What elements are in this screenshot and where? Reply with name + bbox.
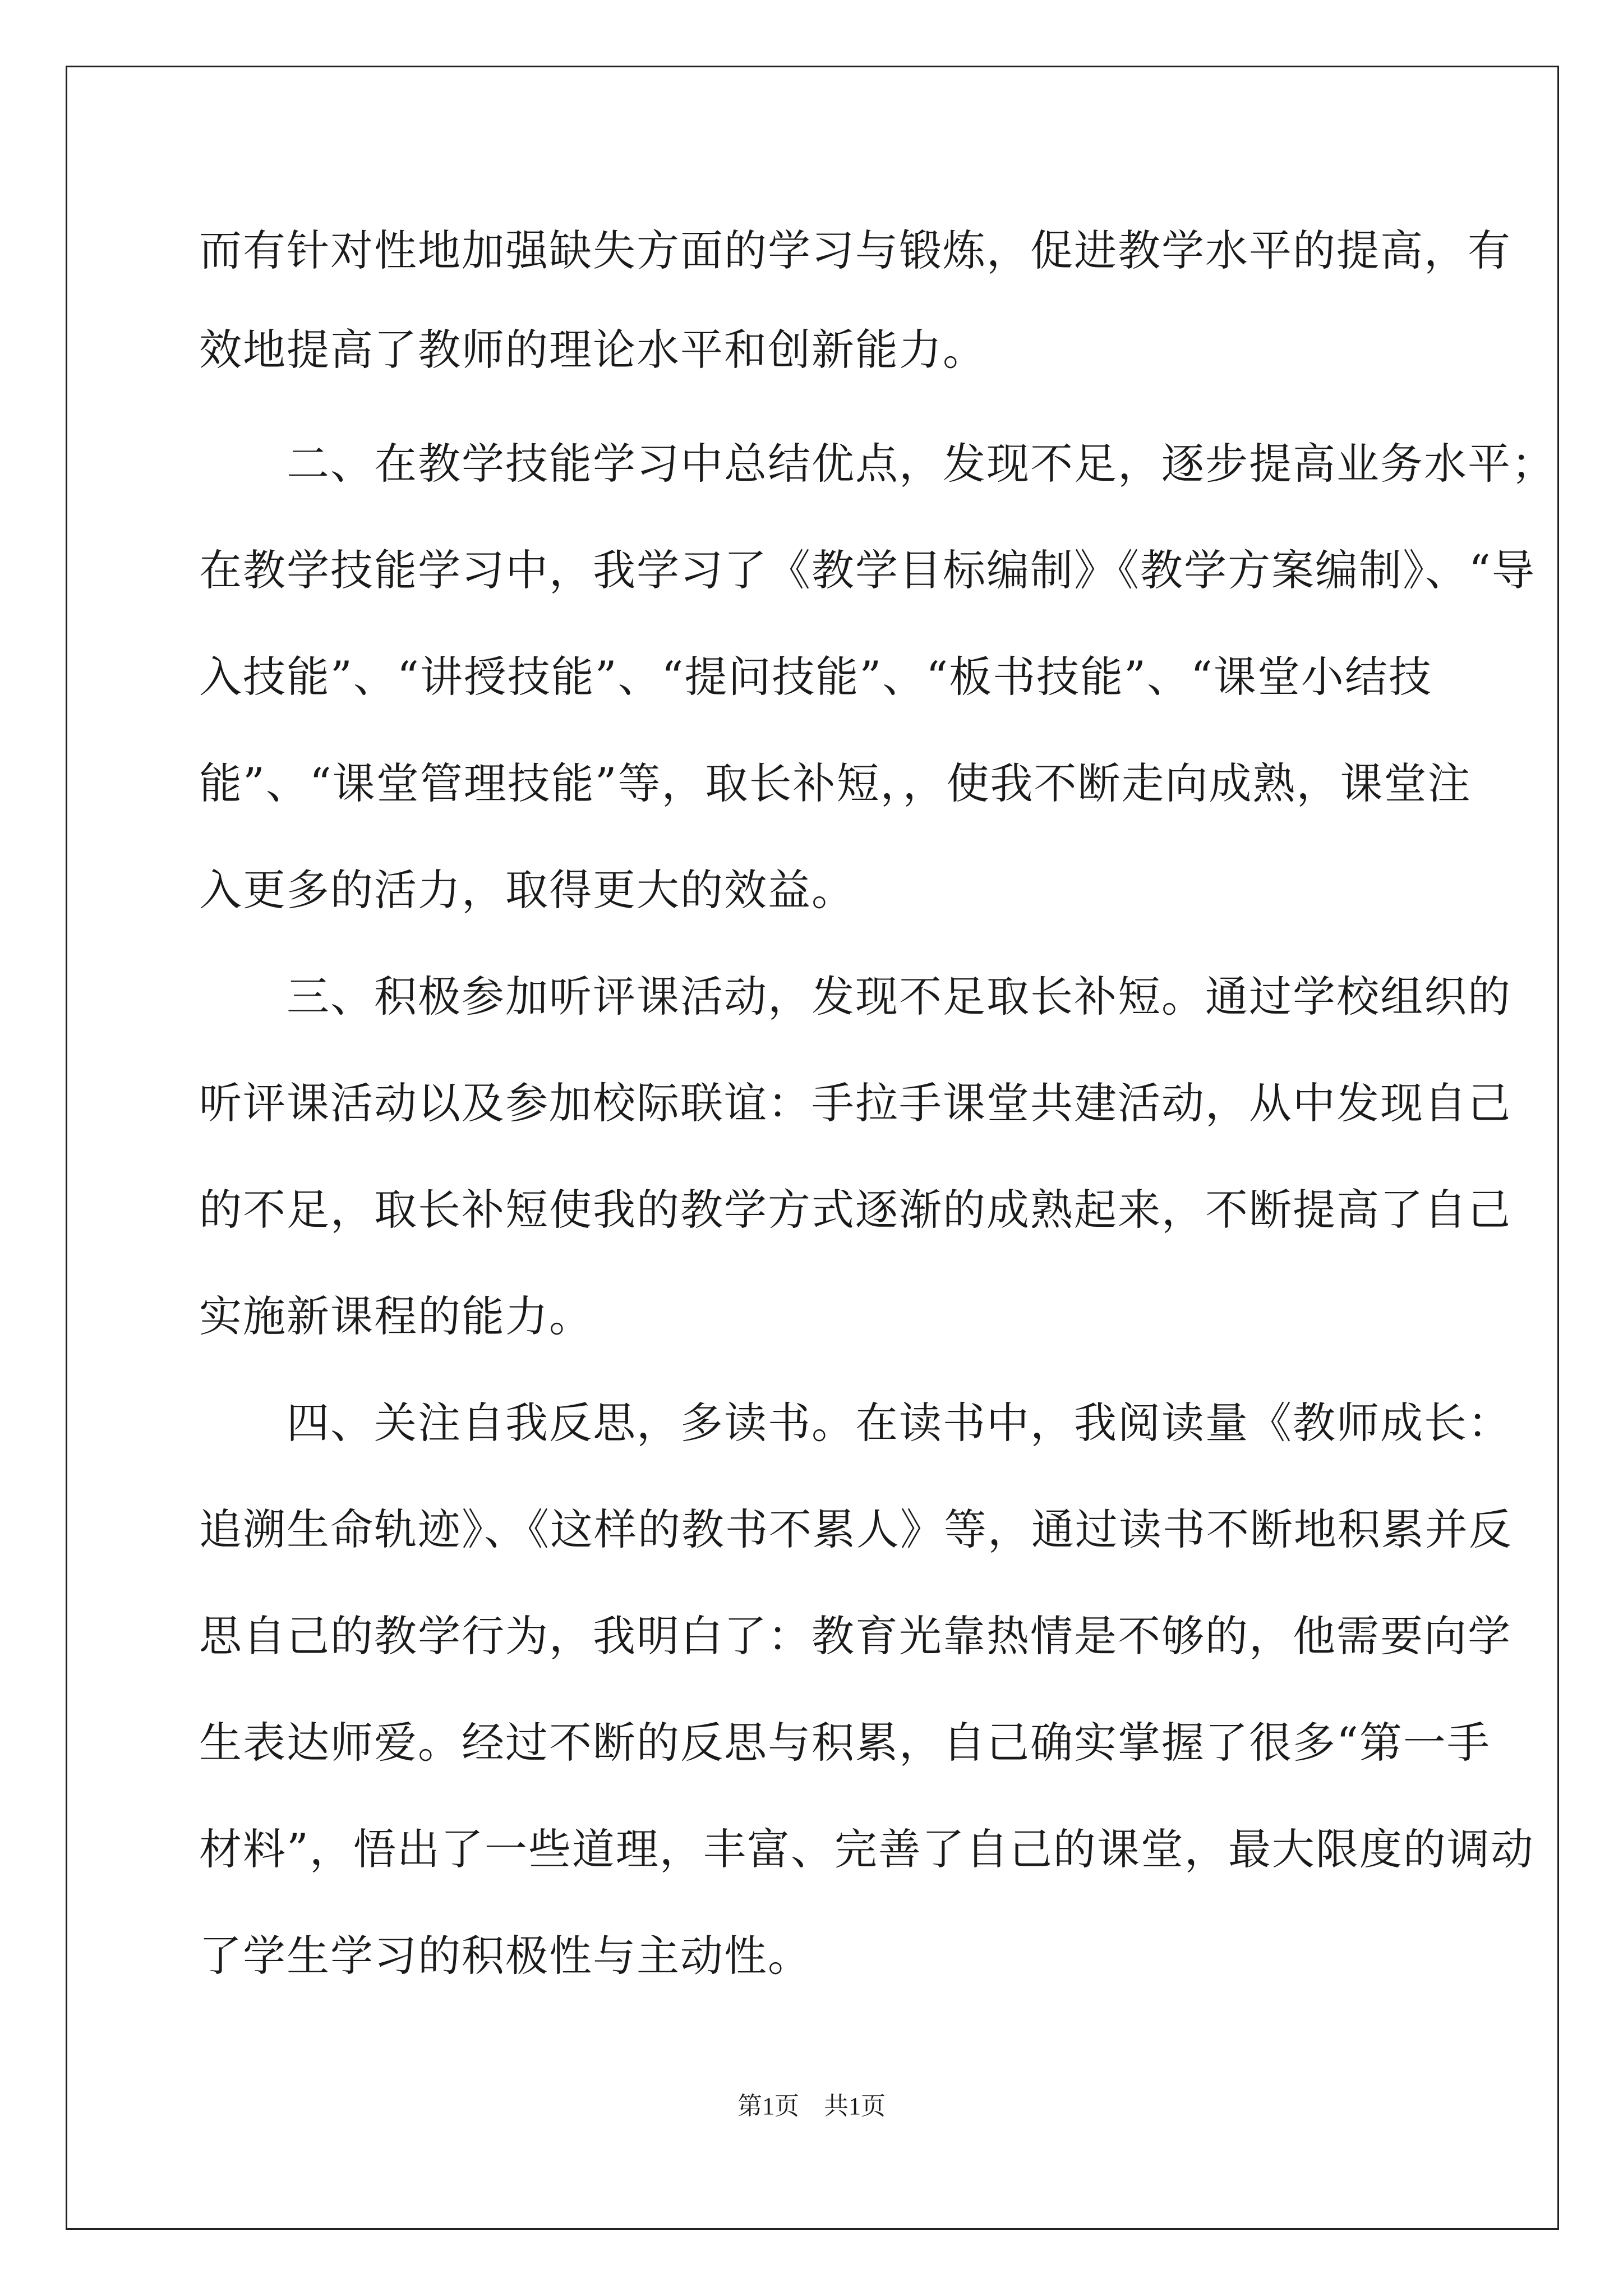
text-line: 听评课活动以及参加校际联谊：手拉手课堂共建活动，从中发现自己 xyxy=(199,1078,1511,1128)
text-line: 实施新课程的能力。 xyxy=(199,1291,593,1341)
text-line: 四、关注自我反思，多读书。在读书中，我阅读量《教师成长： xyxy=(199,1398,1511,1448)
text-line: 三、积极参加听评课活动，发现不足取长补短。通过学校组织的 xyxy=(199,972,1511,1022)
page-border xyxy=(66,66,1559,2230)
text-line: 二、在教学技能学习中总结优点，发现不足，逐步提高业务水平； xyxy=(199,439,1555,489)
text-line: 的不足，取长补短使我的教学方式逐渐的成熟起来，不断提高了自己 xyxy=(199,1185,1511,1235)
text-line: 入更多的活力，取得更大的效益。 xyxy=(199,865,855,915)
text-line: 效地提高了教师的理论水平和创新能力。 xyxy=(199,325,986,375)
text-line: 生表达师爱。经过不断的反思与积累，自己确实掌握了很多“第一手 xyxy=(199,1718,1491,1768)
page-number-footer: 第1页 共1页 xyxy=(737,2092,886,2120)
text-line: 而有针对性地加强缺失方面的学习与锻炼，促进教学水平的提高，有 xyxy=(199,226,1511,275)
text-line: 思自己的教学行为，我明白了：教育光靠热情是不够的，他需要向学 xyxy=(199,1611,1511,1661)
text-line: 能”、“课堂管理技能”等，取长补短，，使我不断走向成熟，课堂注 xyxy=(199,758,1472,808)
text-line: 了学生学习的积极性与主动性。 xyxy=(199,1931,811,1981)
text-line: 入技能”、“讲授技能”、“提问技能”、“板书技能”、“课堂小结技 xyxy=(199,652,1432,702)
text-line: 在教学技能学习中，我学习了《教学目标编制》《教学方案编制》、“导 xyxy=(199,545,1536,595)
text-line: 材料”，悟出了一些道理，丰富、完善了自己的课堂，最大限度的调动 xyxy=(199,1824,1534,1874)
text-line: 追溯生命轨迹》、《这样的教书不累人》等，通过读书不断地积累并反 xyxy=(199,1504,1513,1554)
